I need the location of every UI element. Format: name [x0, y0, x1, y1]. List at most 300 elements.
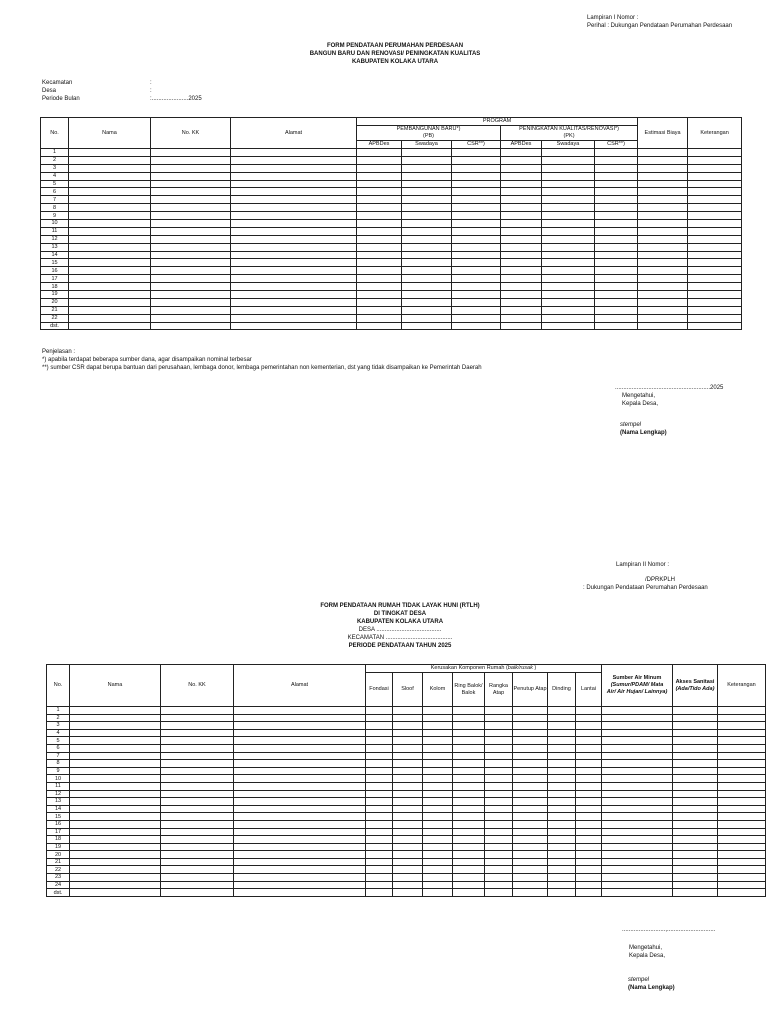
empty-cell — [513, 752, 548, 760]
empty-cell — [542, 188, 595, 196]
table-row — [41, 322, 742, 330]
empty-cell — [718, 760, 766, 768]
empty-cell — [231, 227, 357, 235]
empty-cell — [231, 180, 357, 188]
bangun-baru-table — [40, 117, 742, 330]
empty-cell — [357, 291, 402, 299]
empty-cell — [688, 283, 742, 291]
empty-cell — [161, 813, 234, 821]
empty-cell — [402, 291, 452, 299]
empty-cell — [453, 760, 485, 768]
empty-cell — [366, 889, 393, 897]
table-row — [47, 744, 766, 752]
empty-cell — [423, 858, 453, 866]
row-number: 7 — [41, 196, 69, 204]
empty-cell — [357, 259, 402, 267]
empty-cell — [69, 314, 151, 322]
empty-cell — [402, 227, 452, 235]
empty-cell — [452, 180, 501, 188]
empty-cell — [231, 212, 357, 220]
empty-cell — [161, 737, 234, 745]
row-number: 19 — [47, 843, 70, 851]
sub-swadaya: Swadaya — [542, 141, 595, 149]
empty-cell — [485, 828, 513, 836]
sanitasi-title: Akses Sanitasi — [675, 678, 715, 685]
empty-cell — [542, 220, 595, 228]
empty-cell — [595, 172, 638, 180]
table-body — [41, 149, 742, 330]
empty-cell — [234, 714, 366, 722]
empty-cell — [576, 866, 602, 874]
empty-cell — [453, 752, 485, 760]
table-row — [47, 874, 766, 882]
empty-cell — [513, 805, 548, 813]
empty-cell — [718, 866, 766, 874]
empty-cell — [234, 851, 366, 859]
empty-cell — [393, 714, 423, 722]
empty-cell — [513, 874, 548, 882]
field-label: Kecamatan — [42, 80, 73, 86]
table-row — [41, 212, 742, 220]
stempel-label: stempel — [628, 977, 650, 983]
empty-cell — [452, 322, 501, 330]
empty-cell — [485, 767, 513, 775]
empty-cell — [393, 866, 423, 874]
empty-cell — [485, 729, 513, 737]
empty-cell — [576, 707, 602, 715]
empty-cell — [688, 227, 742, 235]
empty-cell — [638, 259, 688, 267]
empty-cell — [161, 889, 234, 897]
row-number: 18 — [41, 283, 69, 291]
empty-cell — [161, 790, 234, 798]
empty-cell — [234, 744, 366, 752]
empty-cell — [638, 212, 688, 220]
stempel-label: stempel — [620, 422, 642, 428]
table-row — [41, 291, 742, 299]
empty-cell — [357, 204, 402, 212]
col-lantai: Lantai — [576, 673, 602, 707]
table-row — [47, 767, 766, 775]
empty-cell — [576, 722, 602, 730]
perihal-label: : Dukungan Pendataan Perumahan Perdesaan — [583, 585, 708, 591]
row-number: 1 — [41, 149, 69, 157]
date-line: ..........................,............................. — [622, 927, 716, 933]
empty-cell — [501, 259, 542, 267]
empty-cell — [357, 322, 402, 330]
sub-swadaya: Swadaya — [402, 141, 452, 149]
empty-cell — [423, 805, 453, 813]
empty-cell — [602, 874, 673, 882]
sanitasi-sub: (Ada/Tido Ada) — [675, 685, 715, 692]
table-row — [41, 298, 742, 306]
desa-line: DESA ....................................... — [358, 627, 442, 633]
empty-cell — [452, 196, 501, 204]
empty-cell — [576, 874, 602, 882]
empty-cell — [69, 298, 151, 306]
empty-cell — [513, 707, 548, 715]
empty-cell — [602, 744, 673, 752]
empty-cell — [485, 790, 513, 798]
empty-cell — [595, 251, 638, 259]
empty-cell — [423, 874, 453, 882]
empty-cell — [673, 881, 718, 889]
empty-cell — [366, 752, 393, 760]
table-row — [47, 820, 766, 828]
empty-cell — [673, 767, 718, 775]
row-number: 20 — [41, 298, 69, 306]
empty-cell — [453, 782, 485, 790]
empty-cell — [69, 291, 151, 299]
empty-cell — [576, 767, 602, 775]
table-row — [47, 760, 766, 768]
empty-cell — [542, 267, 595, 275]
empty-cell — [501, 156, 542, 164]
empty-cell — [452, 212, 501, 220]
empty-cell — [402, 259, 452, 267]
empty-cell — [231, 149, 357, 157]
empty-cell — [151, 149, 231, 157]
field-value: : — [150, 80, 152, 86]
empty-cell — [234, 760, 366, 768]
empty-cell — [161, 836, 234, 844]
empty-cell — [393, 828, 423, 836]
empty-cell — [393, 858, 423, 866]
empty-cell — [70, 828, 161, 836]
empty-cell — [542, 314, 595, 322]
empty-cell — [453, 707, 485, 715]
title-line: DI TINGKAT DESA — [373, 611, 427, 617]
empty-cell — [576, 714, 602, 722]
table-row — [41, 188, 742, 196]
table-row — [41, 251, 742, 259]
empty-cell — [542, 212, 595, 220]
empty-cell — [718, 798, 766, 806]
empty-cell — [513, 790, 548, 798]
col-sloof: Sloof — [393, 673, 423, 707]
empty-cell — [453, 820, 485, 828]
empty-cell — [542, 180, 595, 188]
empty-cell — [602, 798, 673, 806]
rtlh-table — [46, 664, 766, 897]
empty-cell — [548, 843, 576, 851]
row-number: 13 — [47, 798, 70, 806]
empty-cell — [70, 881, 161, 889]
table-row — [47, 828, 766, 836]
empty-cell — [69, 267, 151, 275]
empty-cell — [513, 798, 548, 806]
empty-cell — [70, 798, 161, 806]
empty-cell — [452, 156, 501, 164]
empty-cell — [69, 212, 151, 220]
empty-cell — [576, 782, 602, 790]
empty-cell — [576, 881, 602, 889]
empty-cell — [513, 820, 548, 828]
empty-cell — [501, 212, 542, 220]
empty-cell — [357, 164, 402, 172]
row-number: 23 — [47, 874, 70, 882]
row-number: 18 — [47, 836, 70, 844]
empty-cell — [595, 227, 638, 235]
empty-cell — [688, 235, 742, 243]
empty-cell — [357, 275, 402, 283]
row-number: 6 — [47, 744, 70, 752]
table-row — [47, 805, 766, 813]
col-program: PROGRAM — [357, 118, 638, 126]
empty-cell — [234, 775, 366, 783]
empty-cell — [548, 760, 576, 768]
empty-cell — [485, 775, 513, 783]
empty-cell — [688, 243, 742, 251]
empty-cell — [393, 782, 423, 790]
field-desa — [42, 87, 152, 95]
empty-cell — [595, 188, 638, 196]
empty-cell — [673, 874, 718, 882]
empty-cell — [231, 188, 357, 196]
empty-cell — [673, 744, 718, 752]
empty-cell — [357, 172, 402, 180]
empty-cell — [453, 881, 485, 889]
empty-cell — [151, 196, 231, 204]
empty-cell — [718, 790, 766, 798]
empty-cell — [485, 851, 513, 859]
empty-cell — [393, 737, 423, 745]
signature-block — [615, 384, 723, 437]
empty-cell — [638, 220, 688, 228]
empty-cell — [638, 298, 688, 306]
empty-cell — [151, 283, 231, 291]
empty-cell — [576, 798, 602, 806]
empty-cell — [366, 714, 393, 722]
empty-cell — [69, 164, 151, 172]
empty-cell — [423, 737, 453, 745]
empty-cell — [548, 790, 576, 798]
empty-cell — [542, 172, 595, 180]
empty-cell — [453, 775, 485, 783]
empty-cell — [70, 714, 161, 722]
empty-cell — [513, 767, 548, 775]
empty-cell — [638, 188, 688, 196]
empty-cell — [638, 243, 688, 251]
empty-cell — [548, 858, 576, 866]
empty-cell — [452, 204, 501, 212]
empty-cell — [393, 722, 423, 730]
pb-label: PEMBANGUNAN BARU*) — [396, 126, 461, 132]
empty-cell — [69, 220, 151, 228]
empty-cell — [638, 235, 688, 243]
empty-cell — [673, 737, 718, 745]
empty-cell — [673, 714, 718, 722]
empty-cell — [673, 790, 718, 798]
empty-cell — [501, 180, 542, 188]
empty-cell — [402, 204, 452, 212]
empty-cell — [234, 798, 366, 806]
table-row — [47, 714, 766, 722]
empty-cell — [234, 752, 366, 760]
empty-cell — [69, 275, 151, 283]
col-sanitasi — [673, 665, 718, 707]
row-number: 22 — [47, 866, 70, 874]
empty-cell — [542, 298, 595, 306]
empty-cell — [638, 275, 688, 283]
col-keterangan: Keterangan — [688, 118, 742, 149]
empty-cell — [357, 227, 402, 235]
empty-cell — [501, 306, 542, 314]
empty-cell — [69, 227, 151, 235]
empty-cell — [452, 259, 501, 267]
empty-cell — [576, 729, 602, 737]
empty-cell — [595, 322, 638, 330]
empty-cell — [69, 188, 151, 196]
row-number: 8 — [47, 760, 70, 768]
empty-cell — [485, 805, 513, 813]
empty-cell — [366, 767, 393, 775]
empty-cell — [513, 729, 548, 737]
empty-cell — [161, 843, 234, 851]
empty-cell — [161, 881, 234, 889]
row-number: 9 — [41, 212, 69, 220]
empty-cell — [393, 889, 423, 897]
empty-cell — [453, 889, 485, 897]
title-line: FORM PENDATAAN RUMAH TIDAK LAYAK HUNI (RTLH) — [320, 603, 480, 609]
date-line: .........................................................2025 — [615, 385, 724, 391]
empty-cell — [453, 729, 485, 737]
empty-cell — [688, 149, 742, 157]
table-row — [47, 836, 766, 844]
empty-cell — [542, 322, 595, 330]
col-ring-balok: Ring Balok/ Balok — [453, 673, 485, 707]
empty-cell — [151, 172, 231, 180]
col-keterangan: Keterangan — [718, 665, 766, 707]
empty-cell — [513, 881, 548, 889]
empty-cell — [151, 212, 231, 220]
table-row — [47, 729, 766, 737]
empty-cell — [485, 737, 513, 745]
empty-cell — [357, 283, 402, 291]
empty-cell — [402, 267, 452, 275]
kerusakan-italic: baik/rusak — [507, 665, 533, 671]
empty-cell — [402, 172, 452, 180]
empty-cell — [602, 828, 673, 836]
empty-cell — [542, 227, 595, 235]
empty-cell — [576, 790, 602, 798]
empty-cell — [69, 235, 151, 243]
empty-cell — [393, 707, 423, 715]
empty-cell — [366, 775, 393, 783]
table-row — [41, 259, 742, 267]
empty-cell — [423, 760, 453, 768]
empty-cell — [452, 227, 501, 235]
empty-cell — [402, 212, 452, 220]
row-number: 17 — [41, 275, 69, 283]
perihal-label: Perihal : Dukungan Pendataan Perumahan Perdesaan — [587, 23, 733, 29]
empty-cell — [402, 156, 452, 164]
empty-cell — [151, 220, 231, 228]
empty-cell — [602, 881, 673, 889]
empty-cell — [718, 828, 766, 836]
empty-cell — [69, 283, 151, 291]
empty-cell — [576, 775, 602, 783]
empty-cell — [151, 314, 231, 322]
row-number: 5 — [41, 180, 69, 188]
empty-cell — [688, 291, 742, 299]
empty-cell — [393, 790, 423, 798]
empty-cell — [595, 156, 638, 164]
empty-cell — [595, 275, 638, 283]
empty-cell — [673, 851, 718, 859]
empty-cell — [70, 866, 161, 874]
empty-cell — [366, 790, 393, 798]
empty-cell — [485, 866, 513, 874]
empty-cell — [602, 813, 673, 821]
row-number: 22 — [41, 314, 69, 322]
empty-cell — [69, 156, 151, 164]
table-row — [41, 196, 742, 204]
row-number: 6 — [41, 188, 69, 196]
table-row — [41, 283, 742, 291]
field-label: Periode Bulan — [42, 96, 80, 102]
empty-cell — [718, 843, 766, 851]
empty-cell — [485, 722, 513, 730]
empty-cell — [688, 314, 742, 322]
empty-cell — [485, 714, 513, 722]
empty-cell — [718, 707, 766, 715]
row-number: 5 — [47, 737, 70, 745]
empty-cell — [576, 828, 602, 836]
row-number: dst. — [47, 889, 70, 897]
empty-cell — [234, 881, 366, 889]
empty-cell — [718, 775, 766, 783]
col-alamat: Alamat — [231, 118, 357, 149]
empty-cell — [423, 744, 453, 752]
empty-cell — [70, 767, 161, 775]
kepala-desa-label: Kepala Desa, — [629, 953, 666, 959]
empty-cell — [151, 259, 231, 267]
empty-cell — [393, 767, 423, 775]
empty-cell — [501, 291, 542, 299]
kecamatan-line: KECAMATAN ........................................ — [347, 635, 453, 641]
field-value: :......................2025 — [150, 96, 202, 102]
table-row — [47, 881, 766, 889]
empty-cell — [452, 235, 501, 243]
empty-cell — [602, 858, 673, 866]
empty-cell — [548, 767, 576, 775]
col-nama: Nama — [70, 665, 161, 707]
lampiran-label: Lampiran I Nomor : — [587, 15, 639, 21]
empty-cell — [513, 836, 548, 844]
empty-cell — [595, 283, 638, 291]
empty-cell — [366, 851, 393, 859]
empty-cell — [453, 714, 485, 722]
field-label: Desa — [42, 88, 57, 94]
empty-cell — [151, 180, 231, 188]
empty-cell — [542, 164, 595, 172]
empty-cell — [638, 267, 688, 275]
empty-cell — [453, 737, 485, 745]
empty-cell — [485, 760, 513, 768]
empty-cell — [602, 707, 673, 715]
empty-cell — [423, 729, 453, 737]
empty-cell — [453, 851, 485, 859]
empty-cell — [501, 149, 542, 157]
empty-cell — [423, 843, 453, 851]
empty-cell — [366, 874, 393, 882]
empty-cell — [542, 204, 595, 212]
empty-cell — [161, 707, 234, 715]
row-number: 12 — [41, 235, 69, 243]
empty-cell — [70, 775, 161, 783]
empty-cell — [393, 836, 423, 844]
